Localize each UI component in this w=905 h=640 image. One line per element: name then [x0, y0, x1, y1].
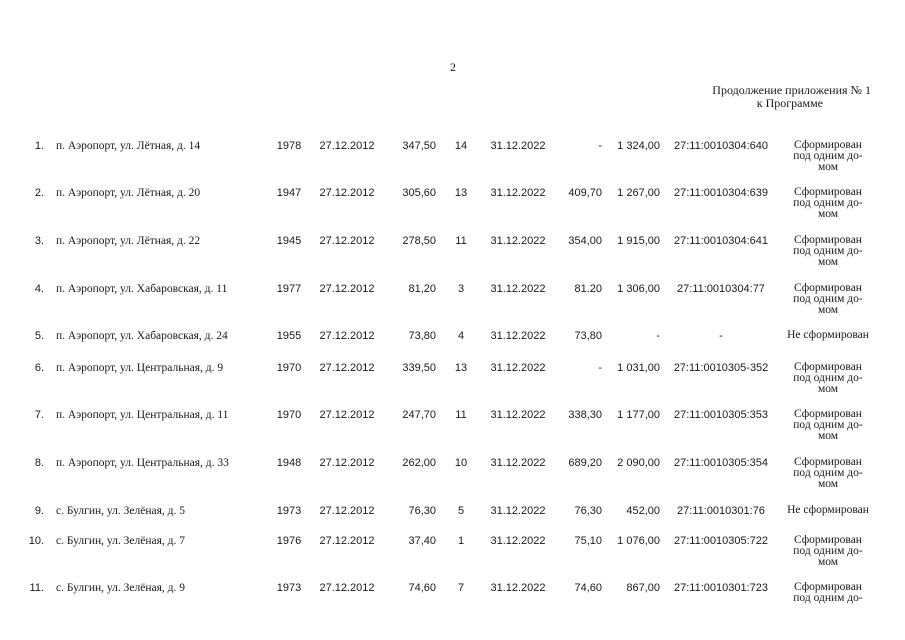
land-status-line: мом	[817, 304, 839, 316]
land-status-line: под одним до-	[793, 372, 863, 384]
land-status-line: Сформирован	[794, 581, 862, 593]
land-status-line: под одним до-	[793, 293, 863, 305]
land-status-line: под одним до-	[793, 467, 863, 479]
cell-land-status	[778, 362, 878, 395]
cell-address: п. Аэропорт, ул. Лётная, д. 22	[56, 235, 201, 247]
cell-residents-count: 7	[457, 582, 465, 594]
cell-address: п. Аэропорт, ул. Лётная, д. 14	[56, 140, 201, 152]
land-status-line: Сформирован	[794, 282, 862, 294]
appendix-header-line1: Продолжение приложения № 1	[712, 83, 871, 97]
cell-planned-date: 31.12.2022	[490, 330, 546, 342]
cell-residents-count: 13	[454, 187, 468, 199]
cell-build-year: 1970	[276, 362, 302, 374]
cell-planned-date: 31.12.2022	[490, 187, 546, 199]
cell-build-year: 1976	[276, 535, 302, 547]
cell-cadastral-number: -	[719, 330, 723, 342]
land-status-line: под одним до-	[793, 419, 863, 431]
cell-cadastral-number: 27:11:0010305-352	[673, 362, 769, 374]
table-row	[0, 235, 905, 275]
land-status-line: под одним до-	[793, 545, 863, 557]
appendix-header-line2: к Программе	[756, 96, 823, 110]
cell-land-status	[778, 457, 878, 490]
cell-residents-count: 13	[454, 362, 468, 374]
cell-recognition-date: 27.12.2012	[319, 235, 375, 247]
cell-land-area: 867,00	[626, 582, 660, 594]
table-row	[0, 535, 905, 575]
cell-row-number: 11.	[29, 582, 44, 594]
cell-cadastral-number: 27:11:0010304:639	[674, 187, 768, 199]
cell-residents-count: 5	[457, 505, 465, 517]
land-status-line: Сформирован	[794, 534, 862, 546]
cell-address: с. Булгин, ул. Зелёная, д. 5	[56, 505, 186, 517]
cell-living-area: 262,00	[402, 457, 436, 469]
cell-living-area: 305,60	[402, 187, 436, 199]
land-status-line: мом	[817, 208, 839, 220]
cell-residents-count: 4	[457, 330, 465, 342]
cell-row-number: 2.	[34, 187, 44, 199]
cell-total-area: 73,80	[574, 330, 602, 342]
cell-total-area: -	[598, 362, 602, 374]
cell-build-year: 1977	[276, 283, 302, 295]
cell-living-area: 37,40	[408, 535, 436, 547]
cell-row-number: 7.	[34, 409, 44, 421]
land-status-line: Сформирован	[794, 361, 862, 373]
cell-row-number: 4.	[34, 283, 44, 295]
cell-address: п. Аэропорт, ул. Хабаровская, д. 11	[56, 283, 228, 295]
cell-living-area: 339,50	[402, 362, 436, 374]
appendix-header	[651, 84, 871, 110]
land-status-line: мом	[817, 478, 839, 490]
cell-land-area: 1 177,00	[617, 409, 660, 421]
land-status-line: Сформирован	[794, 186, 862, 198]
land-status-line: под одним до-	[793, 150, 863, 162]
table-row	[0, 582, 905, 622]
land-status-line: мом	[817, 256, 839, 268]
cell-total-area: 409,70	[568, 187, 602, 199]
cell-planned-date: 31.12.2022	[490, 140, 546, 152]
land-status-line: Сформирован	[794, 456, 862, 468]
cell-living-area: 278,50	[402, 235, 436, 247]
cell-row-number: 6.	[34, 362, 44, 374]
land-status-line: под одним до-	[793, 197, 863, 209]
cell-recognition-date: 27.12.2012	[319, 505, 375, 517]
cell-residents-count: 1	[457, 535, 465, 547]
cell-address: с. Булгин, ул. Зелёная, д. 7	[56, 535, 186, 547]
cell-recognition-date: 27.12.2012	[319, 283, 375, 295]
cell-address: п. Аэропорт, ул. Центральная, д. 9	[56, 362, 224, 374]
cell-living-area: 347,50	[402, 140, 436, 152]
cell-land-status	[778, 535, 878, 568]
cell-land-area: 1 076,00	[617, 535, 660, 547]
cell-land-status	[778, 330, 878, 341]
cell-living-area: 74,60	[408, 582, 436, 594]
cell-cadastral-number: 27:11:0010305:354	[674, 457, 768, 469]
cell-row-number: 1.	[34, 140, 44, 152]
table-row	[0, 187, 905, 227]
cell-cadastral-number: 27:11:0010304:640	[674, 140, 768, 152]
cell-cadastral-number: 27:11:0010305:353	[674, 409, 768, 421]
land-status-line: Сформирован	[794, 139, 862, 151]
cell-address: п. Аэропорт, ул. Центральная, д. 11	[56, 409, 229, 421]
land-status-line: Не сформирован	[787, 329, 869, 341]
land-status-line: мом	[817, 161, 839, 173]
cell-land-status	[778, 505, 878, 516]
cell-total-area: 76,30	[574, 505, 602, 517]
cell-address: п. Аэропорт, ул. Хабаровская, д. 24	[56, 330, 228, 342]
cell-living-area: 76,30	[408, 505, 436, 517]
land-status-line: мом	[817, 556, 839, 568]
land-status-line: мом	[817, 430, 839, 442]
cell-recognition-date: 27.12.2012	[319, 409, 375, 421]
cell-build-year: 1978	[276, 140, 302, 152]
cell-residents-count: 11	[455, 409, 467, 421]
cell-row-number: 8.	[34, 457, 44, 469]
page-number: 2	[450, 60, 456, 74]
cell-land-status	[778, 235, 878, 268]
table-row	[0, 362, 905, 402]
cell-residents-count: 11	[455, 235, 467, 247]
cell-residents-count: 10	[454, 457, 468, 469]
table-row	[0, 140, 905, 180]
cell-cadastral-number: 27:11:0010305:722	[674, 535, 768, 547]
cell-land-area: 2 090,00	[617, 457, 660, 469]
cell-land-status	[778, 283, 878, 316]
cell-build-year: 1973	[276, 582, 302, 594]
table-row	[0, 457, 905, 497]
cell-recognition-date: 27.12.2012	[319, 582, 375, 594]
cell-planned-date: 31.12.2022	[490, 409, 546, 421]
cell-recognition-date: 27.12.2012	[319, 330, 375, 342]
cell-cadastral-number: 27:11:0010304:641	[674, 235, 768, 247]
cell-build-year: 1948	[276, 457, 302, 469]
cell-planned-date: 31.12.2022	[490, 457, 546, 469]
land-status-line: Сформирован	[794, 234, 862, 246]
cell-total-area: 689,20	[568, 457, 602, 469]
cell-planned-date: 31.12.2022	[490, 235, 546, 247]
cell-land-status	[778, 187, 878, 220]
cell-living-area: 73,80	[408, 330, 436, 342]
cell-cadastral-number: 27:11:0010301:76	[677, 505, 765, 517]
cell-row-number: 10.	[28, 535, 44, 547]
land-status-line: под одним до-	[793, 245, 863, 257]
land-status-line: под одним до-	[793, 592, 863, 604]
cell-cadastral-number: 27:11:0010301:723	[674, 582, 768, 594]
cell-recognition-date: 27.12.2012	[319, 457, 375, 469]
cell-land-area: 452,00	[626, 505, 660, 517]
cell-row-number: 5.	[34, 330, 44, 342]
cell-recognition-date: 27.12.2012	[319, 362, 375, 374]
cell-recognition-date: 27.12.2012	[319, 140, 375, 152]
cell-address: п. Аэропорт, ул. Центральная, д. 33	[56, 457, 229, 469]
cell-address: п. Аэропорт, ул. Лётная, д. 20	[56, 187, 201, 199]
cell-total-area: 81.20	[574, 283, 602, 295]
land-status-line: мом	[817, 383, 839, 395]
cell-land-status	[778, 582, 878, 604]
cell-total-area: 75,10	[574, 535, 602, 547]
cell-total-area: -	[598, 140, 602, 152]
cell-recognition-date: 27.12.2012	[319, 535, 375, 547]
cell-planned-date: 31.12.2022	[490, 535, 546, 547]
cell-total-area: 338,30	[568, 409, 602, 421]
cell-living-area: 81,20	[408, 283, 436, 295]
cell-recognition-date: 27.12.2012	[319, 187, 375, 199]
table-row	[0, 283, 905, 323]
cell-land-area: -	[656, 330, 660, 342]
land-status-line: Сформирован	[794, 408, 862, 420]
table-row	[0, 409, 905, 449]
cell-total-area: 74,60	[574, 582, 602, 594]
cell-residents-count: 14	[454, 140, 468, 152]
cell-address: с. Булгин, ул. Зелёная, д. 9	[56, 582, 186, 594]
cell-row-number: 3.	[34, 235, 44, 247]
cell-planned-date: 31.12.2022	[490, 505, 546, 517]
cell-cadastral-number: 27:11:0010304:77	[677, 283, 765, 295]
cell-land-status	[778, 140, 878, 173]
land-status-line: Не сформирован	[787, 504, 869, 516]
cell-total-area: 354,00	[568, 235, 602, 247]
cell-planned-date: 31.12.2022	[490, 582, 546, 594]
cell-living-area: 247,70	[402, 409, 436, 421]
cell-land-area: 1 267,00	[617, 187, 660, 199]
cell-build-year: 1970	[276, 409, 302, 421]
cell-land-status	[778, 409, 878, 442]
cell-planned-date: 31.12.2022	[490, 362, 546, 374]
cell-land-area: 1 324,00	[617, 140, 660, 152]
cell-planned-date: 31.12.2022	[490, 283, 546, 295]
cell-land-area: 1 031,00	[617, 362, 660, 374]
cell-build-year: 1945	[276, 235, 302, 247]
cell-build-year: 1973	[276, 505, 302, 517]
cell-residents-count: 3	[457, 283, 465, 295]
cell-row-number: 9.	[34, 505, 44, 517]
cell-land-area: 1 915,00	[617, 235, 660, 247]
cell-build-year: 1955	[276, 330, 302, 342]
cell-build-year: 1947	[276, 187, 302, 199]
cell-land-area: 1 306,00	[617, 283, 660, 295]
